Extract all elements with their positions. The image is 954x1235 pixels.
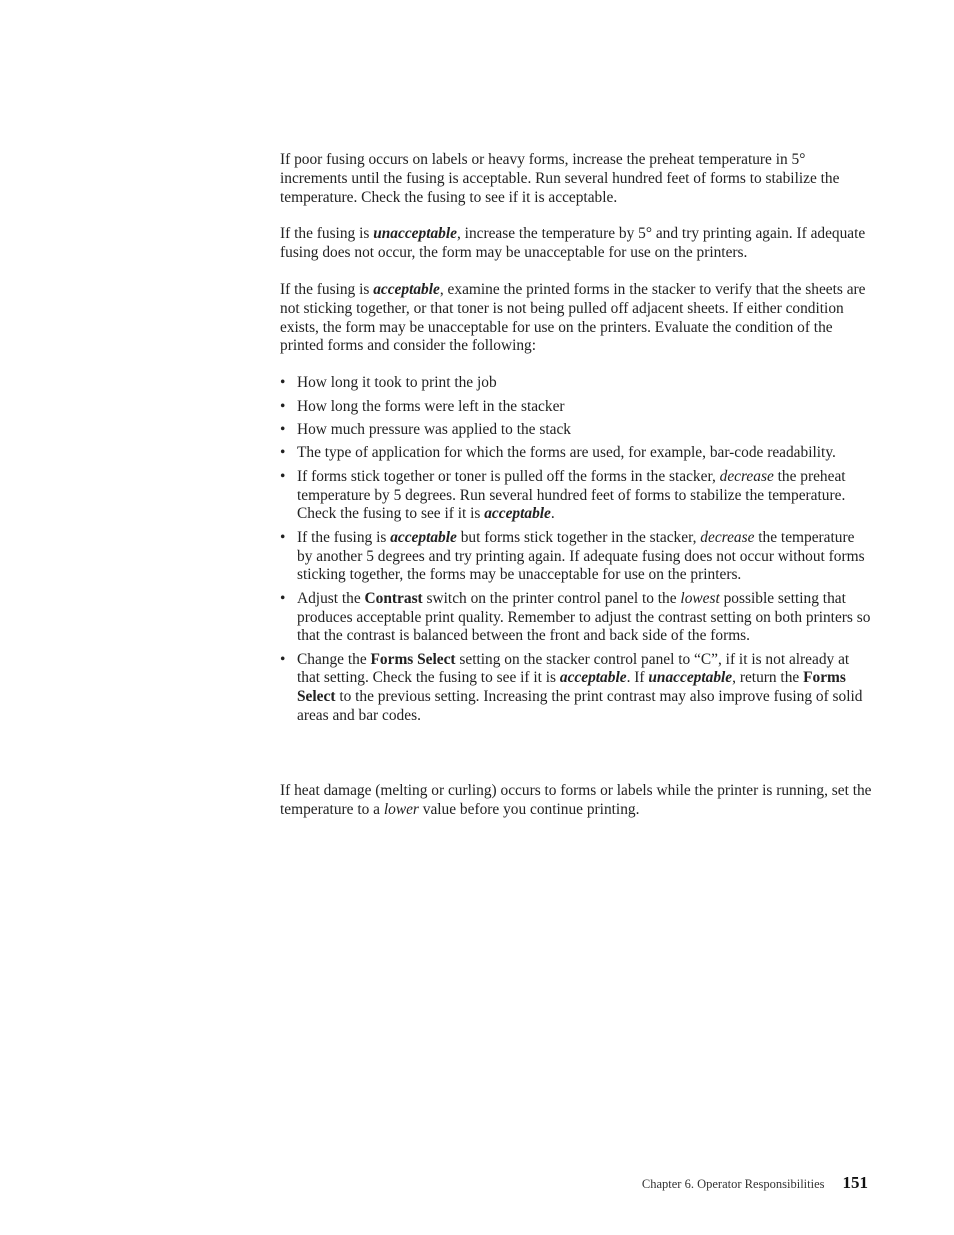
corrective-actions-list (280, 468, 872, 726)
bullet-icon: • (280, 589, 286, 607)
page-footer (642, 1173, 868, 1193)
bullet-icon: • (280, 650, 286, 668)
list-item: • If forms stick together or toner is pulled off the forms in the stacker, decrease the preheat temperature by 5 degrees. Run several hundred feet of forms to stabilize the temperature. Check the fusing to see if it is acceptable. (280, 467, 846, 523)
list-item: • How much pressure was applied to the stack (280, 420, 571, 438)
bullet-icon: • (280, 444, 286, 462)
bullet-icon: • (280, 467, 286, 485)
page-number: 151 (842, 1173, 868, 1192)
considerations-list (280, 374, 872, 463)
list-item: • If the fusing is acceptable but forms stick together in the stacker, decrease the temperature by another 5 degrees and try printing again. If adequate fusing does not occur without forms sticking together, the forms may be unacceptable for use on the printers. (280, 528, 865, 584)
list-item: • Change the Forms Select setting on the stacker control panel to “C”, if it is not already at that setting. Check the fusing to see if it is acceptable. If unacceptable, return the Forms Select to the previous setting. Increasing the print contrast may also improve fusing of solid areas and bar codes. (280, 650, 863, 725)
list-item: • How long the forms were left in the stacker (280, 397, 565, 415)
paragraph-poor-fusing: If poor fusing occurs on labels or heavy forms, increase the preheat temperature in 5° increments until the fusing is acceptable. Run several hundred feet of forms to stabilize the temperature. Check the fusing to see if it is acceptable. (280, 151, 840, 206)
list-item: • The type of application for which the forms are used, for example, bar-code readability. (280, 444, 836, 462)
bullet-icon: • (280, 374, 286, 392)
bullet-icon: • (280, 397, 286, 415)
paragraph-heat-damage: If heat damage (melting or curling) occurs to forms or labels while the printer is running, set the temperature to a lower value before you continue printing. (280, 781, 872, 818)
page-body (280, 151, 872, 837)
bullet-icon: • (280, 528, 286, 546)
list-item: • Adjust the Contrast switch on the printer control panel to the lowest possible setting that produces acceptable print quality. Remember to adjust the contrast setting on both printers so that the contrast is balanced between the front and back side of the forms. (280, 589, 871, 645)
paragraph-acceptable-fusing: If the fusing is acceptable, examine the printed forms in the stacker to verify that the sheets are not sticking together, or that toner is not being pulled off adjacent sheets. If either condition exists, the form may be unacceptable for use on the printers. Evaluate the condition of the printed forms and consider the following: (280, 280, 866, 355)
chapter-title: Chapter 6. Operator Responsibilities (641, 1177, 825, 1191)
list-item: • How long it took to print the job (280, 374, 497, 392)
paragraph-unacceptable-fusing: If the fusing is unacceptable, increase the temperature by 5° and try printing again. If adequate fusing does not occur, the form may be unacceptable for use on the printers. (280, 225, 866, 262)
bullet-icon: • (280, 420, 286, 438)
